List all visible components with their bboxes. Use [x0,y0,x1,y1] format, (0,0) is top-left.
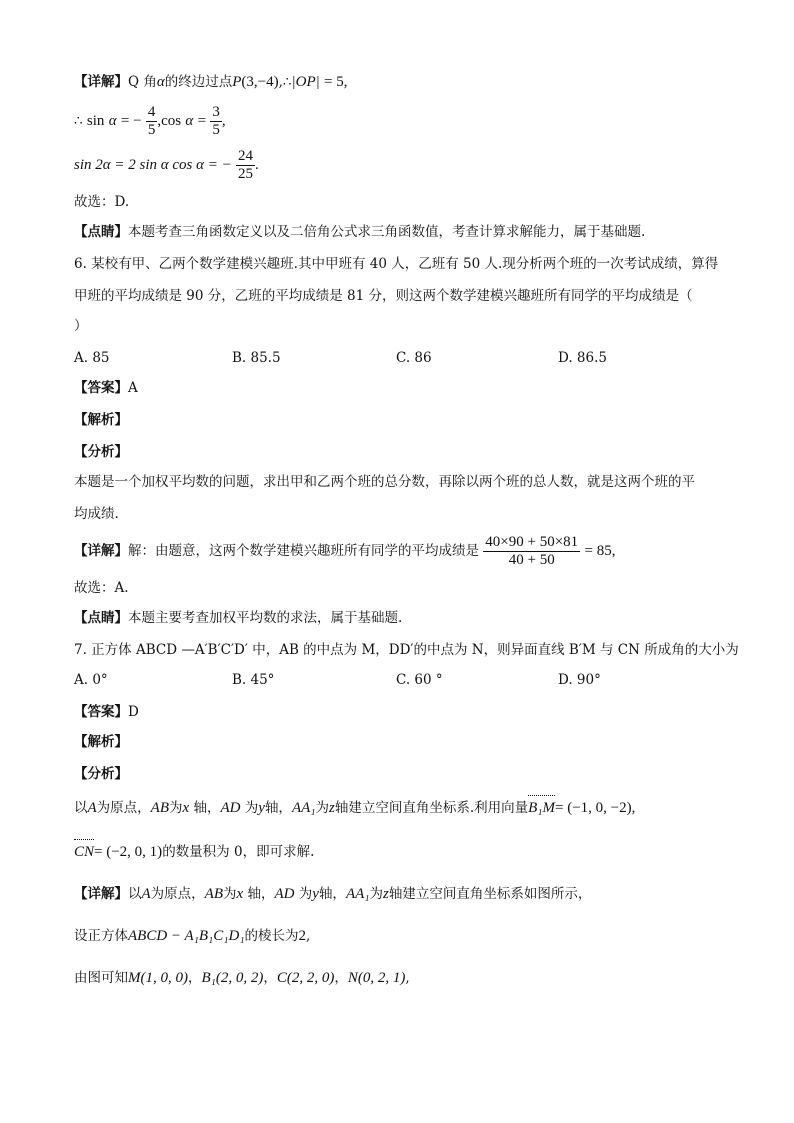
math-AA1: AA₁ [291,800,316,816]
math-eq: = [197,113,207,129]
q6-dianjing [74,608,402,628]
q7-detail-line-3 [74,968,410,988]
answer-value: A [128,380,138,396]
sep: ， [188,970,202,986]
text: 为 [298,886,313,902]
detail-line-3 [74,148,259,183]
math-z: z [328,800,335,816]
answer-tag: 【答案】 [74,380,128,396]
point-C: C(2, 2, 0) [276,970,335,986]
text: 为原点， [96,800,151,816]
math-y: y [312,886,319,902]
q7-answer [74,702,139,722]
text: 为 [244,800,259,816]
math-AD: AD [220,800,241,816]
dianjing-tag: 【点睛】 [74,610,128,626]
math-x: x [182,800,190,816]
sep: ， [263,970,277,986]
math-y: y [258,800,265,816]
q6-fenxi-line-2: 均成绩. [74,506,119,522]
math-cos: cos [161,113,182,129]
text: 轴， [193,800,221,816]
text: 为原点， [150,886,205,902]
math-eq: = − [120,113,142,129]
vector-value: = (−2, 0, 1) [94,844,163,860]
q6-line-1: 6. 某校有甲、乙两个数学建模兴趣班.其中甲班有 40 人，乙班有 50 人.现分析两个班的一次考试成绩，算得 [74,256,719,272]
q7-option-a: A. 0° [74,672,108,688]
text: Q 角 [128,74,157,90]
text: 轴建立空间直角坐标系.利用向量 [334,800,529,816]
q7-detail-line-2 [74,926,310,946]
den: 25 [238,166,254,182]
math-P: P [232,74,242,90]
text: 的数量积为 0，即可求解. [162,844,315,860]
den: 5 [147,122,156,138]
text: 轴， [264,800,292,816]
q6-option-d: D. 86.5 [558,350,607,366]
text: 的终边过点 [164,74,233,90]
point-B1: B₁(2, 0, 2) [201,970,264,986]
num: 40×90 + 50×81 [485,534,579,550]
q7-line-1: 7. 正方体 ABCD —A′B′C′D′ 中，AB 的中点为 M，DD′的中点为 N，则异面直线 B′M 与 CN 所成角的大小为 [74,642,739,658]
answer-tag: 【答案】 [74,704,128,720]
math-alpha: α [156,74,165,90]
point-M: M(1, 0, 0) [128,970,188,986]
sep: ， [334,970,348,986]
q6-fenxi-tag: 【分析】 [74,444,128,460]
den: 5 [212,122,220,138]
result: = 85, [584,543,616,559]
q6-choose: 故选：A. [74,580,129,596]
answer-value: D [128,704,139,720]
period: . [255,157,259,173]
fraction-3-5 [210,104,222,139]
q6-line-3: ） [74,318,88,334]
detail-line-1 [74,72,348,92]
math-2: 2 [298,928,307,944]
math-AD: AD [274,886,295,902]
detail-tag: 【详解】 [74,543,128,559]
vector-B1M: B₁M [528,800,555,816]
q7-option-c: C. 60 ° [396,672,443,688]
q7-option-b: B. 45° [232,672,275,688]
math-AB: AB [150,800,169,816]
math-z: z [382,886,389,902]
text: ,∴ [278,74,292,90]
q7-option-d: D. 90° [558,672,601,688]
text: 以 [128,886,142,902]
num: 4 [147,104,156,120]
math-AA1: AA₁ [345,886,370,902]
text: 设正方体 [74,928,128,944]
detail-text: 解：由题意，这两个数学建模兴趣班所有同学的平均成绩是 [128,543,479,559]
comma: , [157,113,162,129]
q7-fenxi-tag: 【分析】 [74,766,128,782]
math-A: A [141,886,151,902]
text: 为 [369,886,383,902]
dianjing-text: 本题主要考查加权平均数的求法，属于基础题. [128,610,403,626]
text: 轴建立空间直角坐标系如图所示， [388,886,592,902]
text: 轴， [318,886,346,902]
q6-fenxi-line-1: 本题是一个加权平均数的问题，求出甲和乙两个班的总分数，再除以两个班的总人数，就是这两个班的平 [74,474,695,490]
q7-detail-line-1 [74,884,591,904]
num: 3 [212,104,220,120]
therefore: ∴ [74,113,83,129]
den: 40 + 50 [508,552,555,568]
point-N: N(0, 2, 1) [347,970,406,986]
q6-detail [74,534,615,569]
math-op: |OP| [291,74,320,90]
text: 轴， [247,886,275,902]
weighted-mean-fraction [483,534,580,569]
text: 为 [223,886,237,902]
vector-CN: CN [74,844,95,860]
comma: , [221,113,226,129]
q6-analysis-tag: 【解析】 [74,412,128,428]
q6-answer [74,378,138,398]
q6-option-a: A. 85 [74,350,110,366]
text: 以 [74,800,88,816]
math-cube: ABCD − A₁B₁C₁D₁ [128,928,245,944]
text: 的棱长为 [244,928,299,944]
math-alpha: α [108,113,117,129]
math-value: = 5, [324,74,348,90]
dianjing-tag: 【点睛】 [74,224,128,240]
math-sin: sin [86,113,105,129]
q6-line-2: 甲班的平均成绩是 90 分，乙班的平均成绩是 81 分，则这两个数学建模兴趣班所有同学的平均成绩是（ [74,288,693,304]
dianjing-line-1 [74,222,645,242]
math-AB: AB [204,886,223,902]
q7-fenxi-line-1 [74,798,635,818]
math-alpha: α [185,113,194,129]
detail-tag: 【详解】 [74,886,128,902]
choose-line-1: 故选：D. [74,194,130,210]
vector-value: = (−1, 0, −2), [555,800,636,816]
text: 为 [169,800,183,816]
text: , [405,970,410,986]
detail-line-2 [74,104,226,139]
text: 为 [315,800,329,816]
detail-tag: 【详解】 [74,74,128,90]
math-expr: sin 2α = 2 sin α cos α = − [74,157,232,173]
dianjing-text: 本题考查三角函数定义以及二倍角公式求三角函数值，考查计算求解能力，属于基础题. [128,224,646,240]
text: 由图可知 [74,970,128,986]
q7-fenxi-line-2 [74,842,314,862]
text: , [306,928,311,944]
math-x: x [236,886,244,902]
q6-option-b: B. 85.5 [232,350,281,366]
num: 24 [238,148,254,164]
q6-option-c: C. 86 [396,350,432,366]
fraction-24-25 [236,148,255,183]
fraction-4-5 [146,104,158,139]
math-point: (3,−4) [241,74,279,90]
math-A: A [87,800,97,816]
q7-analysis-tag: 【解析】 [74,734,128,750]
